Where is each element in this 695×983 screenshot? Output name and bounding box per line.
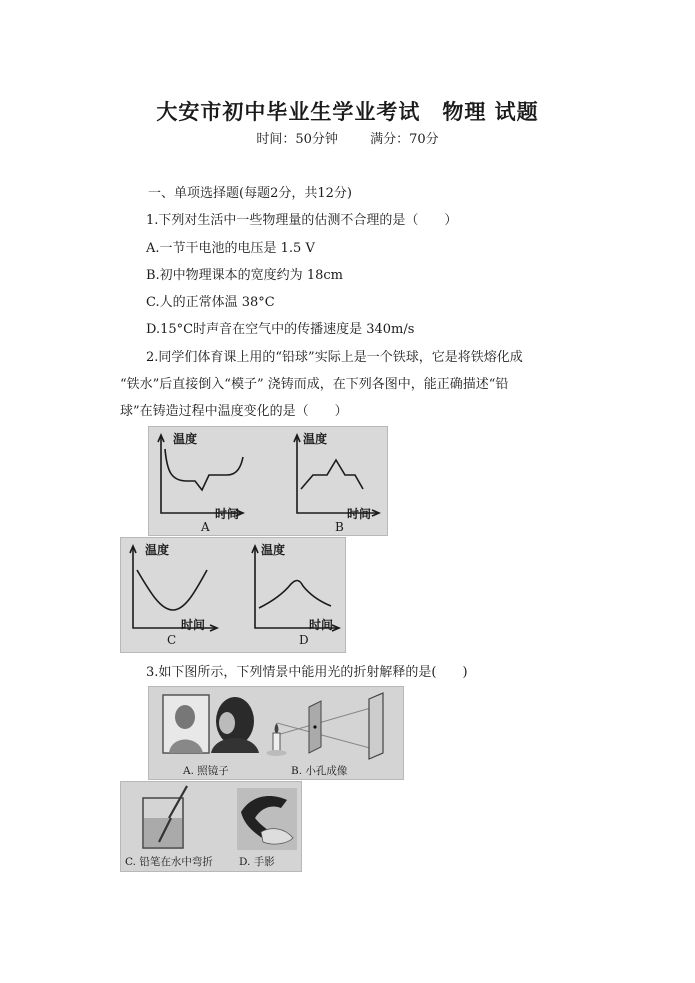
- q2-stem-line2: “铁水”后直接倒入“模子” 浇铸而成，在下列各图中，能正确描述“铅: [120, 377, 509, 392]
- graph-b-curve: [301, 460, 363, 489]
- exam-time: 时间：50分钟: [256, 132, 338, 147]
- pinhole: [313, 725, 316, 728]
- graph-d-label: D: [299, 633, 309, 647]
- graph-c-curve: [137, 570, 207, 610]
- graph-b-axes: [297, 437, 377, 513]
- q3-caption-b: B. 小孔成像: [291, 765, 348, 777]
- q3-stem: 3.如下图所示，下列情景中能用光的折射解释的是( ): [146, 665, 468, 680]
- q3-caption-a: A. 照镜子: [183, 765, 229, 777]
- graph-d-curve: [259, 581, 331, 609]
- graph-a-x-label: 时间: [215, 507, 240, 521]
- graph-c-x-label: 时间: [181, 618, 206, 632]
- graph-c-label: C: [167, 633, 177, 647]
- graph-b-label: B: [335, 520, 344, 534]
- graph-d-x-label: 时间: [309, 618, 334, 632]
- mirror-reflection-head: [175, 705, 195, 729]
- light-ray-top: [277, 705, 381, 735]
- section-heading: 一、单项选择题(每题2分，共12分): [148, 186, 352, 201]
- graph-d-y-label: 温度: [261, 543, 286, 557]
- graph-c-y-label: 温度: [145, 543, 170, 557]
- q3-caption-c: C. 铅笔在水中弯折: [125, 856, 213, 868]
- q1-option-b: B.初中物理课本的宽度约为 18cm: [146, 268, 343, 283]
- q1-option-a: A.一节干电池的电压是 1.5 V: [146, 241, 315, 256]
- q3-picture-panel-cd: [120, 781, 302, 872]
- q2-stem-line1: 2.同学们体育课上用的“铅球”实际上是一个铁球，它是将铁熔化成: [146, 350, 523, 365]
- q1-option-d: D.15°C时声音在空气中的传播速度是 340m/s: [146, 322, 415, 337]
- pencil-above-water: [169, 786, 187, 818]
- exam-score: 满分：70分: [370, 132, 439, 147]
- light-ray-bottom: [277, 723, 381, 751]
- page-title: 大安市初中毕业生学业考试 物理 试题: [156, 99, 539, 124]
- candle-flame: [275, 723, 279, 733]
- q1-option-c: C.人的正常体温 38°C: [146, 295, 275, 310]
- projection-screen: [369, 693, 383, 759]
- q2-graph-panel-cd: [120, 537, 346, 653]
- exam-info: [0, 128, 695, 147]
- graph-b-x-label: 时间: [347, 507, 372, 521]
- q3-caption-d: D. 手影: [239, 856, 275, 868]
- girl-face: [219, 712, 235, 734]
- graph-a-arrows: [158, 435, 243, 516]
- graph-a-y-label: 温度: [173, 432, 198, 446]
- q3-picture-panel-ab: [148, 686, 404, 780]
- graph-b-y-label: 温度: [303, 432, 328, 446]
- graph-b-arrows: [294, 435, 379, 516]
- candle-base: [267, 750, 287, 756]
- q1-stem: 1.下列对生活中一些物理量的估测不合理的是（ ）: [146, 213, 458, 228]
- girl-body: [211, 738, 259, 753]
- q2-stem-line3: 球”在铸造过程中温度变化的是（ ）: [120, 404, 348, 419]
- graph-a-label: A: [201, 520, 210, 534]
- graph-a-curve: [165, 449, 243, 490]
- q2-graph-panel-ab: [148, 426, 388, 536]
- candle: [273, 733, 280, 751]
